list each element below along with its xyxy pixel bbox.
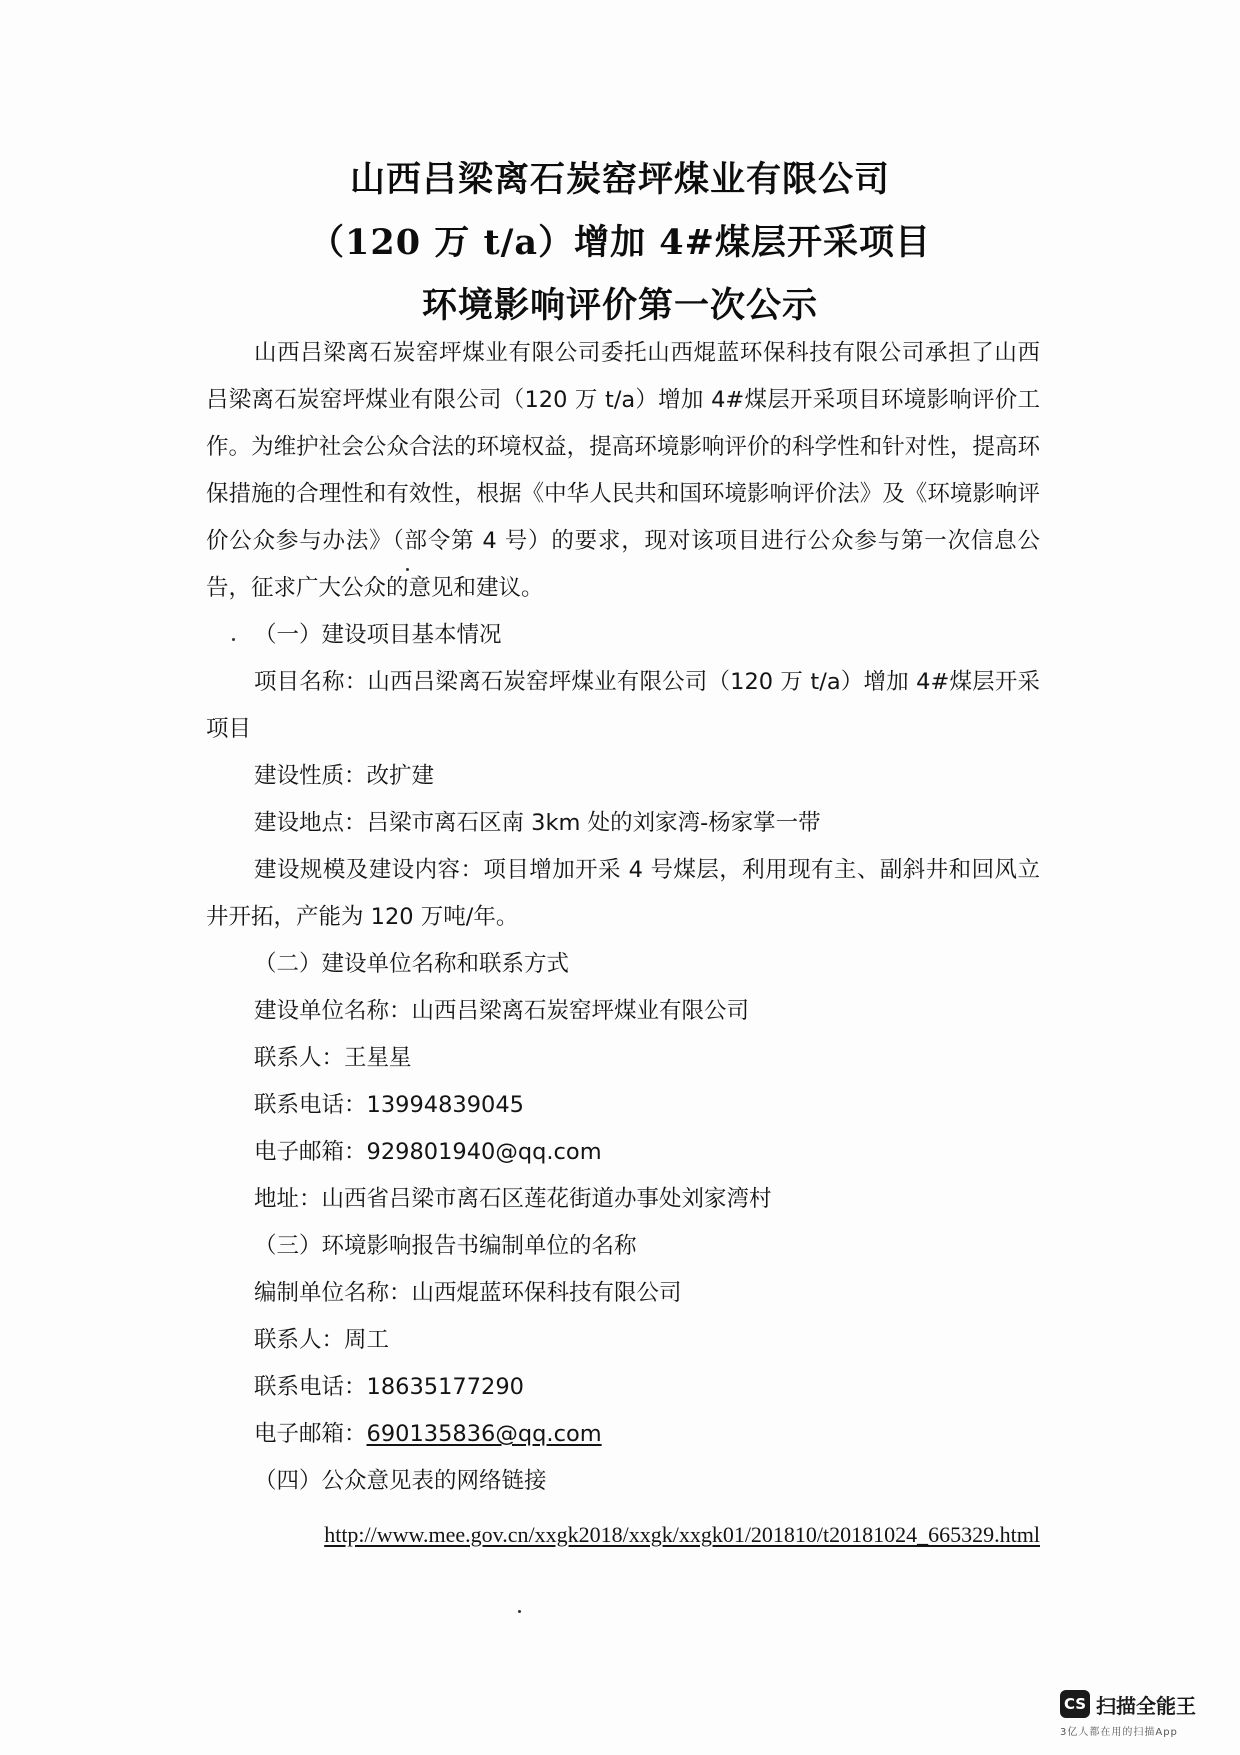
camscanner-logo-icon: CS [1060, 1690, 1090, 1718]
section-4-heading: （四）公众意见表的网络链接 [254, 1468, 547, 1494]
builder-email: 电子邮箱：929801940@qq.com [254, 1139, 602, 1165]
title-line-1: 山西吕梁离石炭窑坪煤业有限公司 [349, 159, 890, 200]
scanner-watermark [1060, 1687, 1210, 1743]
builder-unit-name: 建设单位名称：山西吕梁离石炭窑坪煤业有限公司 [254, 998, 750, 1024]
builder-contact-person: 联系人：王星星 [254, 1045, 412, 1071]
compiler-contact-person: 联系人：周工 [254, 1327, 390, 1353]
watermark-app-name: 扫描全能王 [1096, 1693, 1196, 1718]
compiler-phone: 联系电话：18635177290 [254, 1374, 524, 1400]
section-3-heading: （三）环境影响报告书编制单位的名称 [254, 1233, 637, 1259]
construction-location: 建设地点：吕梁市离石区南 3km 处的刘家湾-杨家掌一带 [254, 810, 821, 836]
compiler-email-label: 电子邮箱： [254, 1421, 367, 1447]
scan-speck [232, 638, 235, 641]
opinion-form-url-line [206, 1511, 1040, 1558]
opinion-form-link[interactable]: http://www.mee.gov.cn/xxgk2018/xxgk/xxgk01/201810/t20181024_665329.html [324, 1522, 1040, 1547]
document-body [206, 330, 1040, 1558]
scan-speck [406, 568, 409, 571]
title-line-3: 环境影响评价第一次公示 [421, 285, 818, 326]
intro-paragraph: 山西吕梁离石炭窑坪煤业有限公司委托山西焜蓝环保科技有限公司承担了山西吕梁离石炭窑坪煤业有限公司（120 万 t/a）增加 4#煤层开采项目环境影响评价工作。为维护社会公众合法的环境权益，提高环境影响评价的科学性和针对性，提高环保措施的合理性和有效性，根据《中华人民共和国环境影响评价法》及《环境影响评价公众参与办法》（部令第 4 号）的要求，现对该项目进行公众参与第一次信息公告，征求广大公众的意见和建议。 [206, 340, 1040, 601]
document-title [0, 148, 1240, 337]
scan-speck [518, 1610, 521, 1613]
compiler-unit-name: 编制单位名称：山西焜蓝环保科技有限公司 [254, 1280, 682, 1306]
section-2-heading: （二）建设单位名称和联系方式 [254, 951, 570, 977]
builder-address: 地址：山西省吕梁市离石区莲花街道办事处刘家湾村 [254, 1186, 772, 1212]
construction-nature: 建设性质：改扩建 [254, 763, 435, 789]
construction-scale: 建设规模及建设内容：项目增加开采 4 号煤层，利用现有主、副斜井和回风立井开拓，产能为 120 万吨/年。 [206, 857, 1040, 930]
compiler-email-link[interactable]: 690135836@qq.com [366, 1421, 602, 1447]
watermark-tagline: 3亿人都在用的扫描App [1060, 1727, 1178, 1738]
builder-phone: 联系电话：13994839045 [254, 1092, 524, 1118]
title-line-2: （120 万 t/a）增加 4#煤层开采项目 [309, 222, 931, 263]
compiler-email [206, 1411, 1040, 1458]
project-name: 项目名称：山西吕梁离石炭窑坪煤业有限公司（120 万 t/a）增加 4#煤层开采项目 [206, 669, 1040, 742]
section-1-heading: （一）建设项目基本情况 [254, 622, 502, 648]
